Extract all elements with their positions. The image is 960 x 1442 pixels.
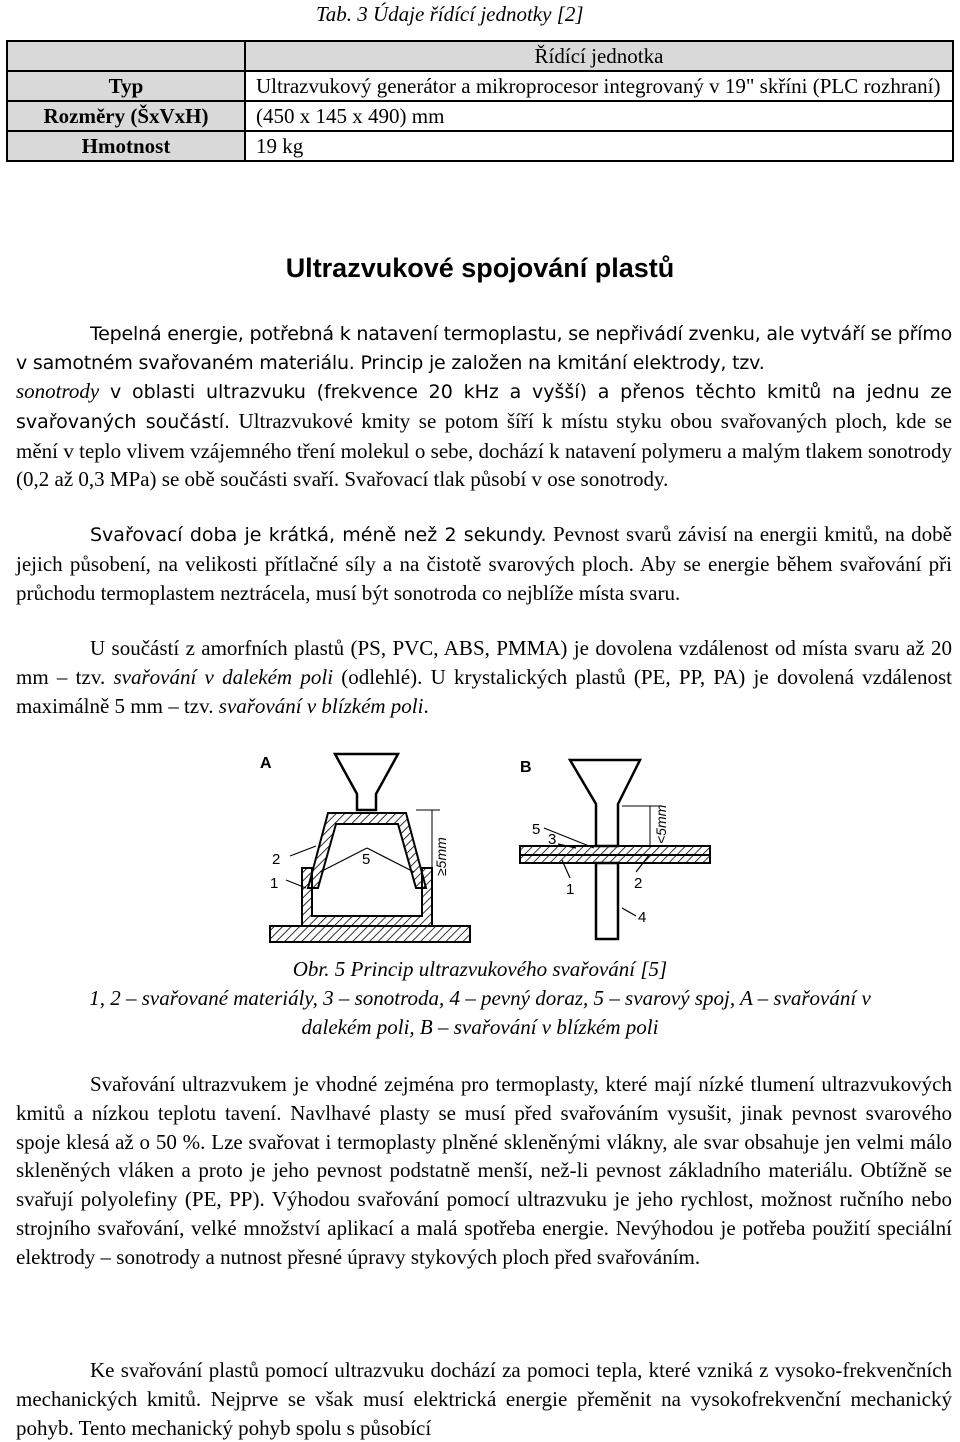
table-row [7,101,953,131]
num-1-b: 1 [566,881,575,898]
text-span: . [423,693,429,718]
figure-legend-line-2: dalekém poli, B – svařování v blízkém poli [301,1015,659,1039]
num-1-a: 1 [270,875,279,892]
term-near-field: svařování v blízkém poli [218,693,424,718]
sonotrode-a-shape [335,754,398,810]
leader-4-b [622,908,636,916]
row-label: Typ [7,71,245,101]
text-span: (odlehlé). U krystalických plastů (PE, PP, PA) je dovolená vzdálenost maximálně 5 mm – tzv. [16,664,952,718]
term-sonotrody: sonotrody [16,379,100,403]
leader-2-a [290,846,316,856]
text-span: v oblasti ultrazvuku (frekvence 20 kHz a vyšší) a přenos těchto kmitů na jednu ze svařovaných součástí. [16,381,952,433]
stop-b-shape [596,863,618,939]
paragraph-principle: Ke svařování plastů pomocí ultrazvuku dochází za pomoci tepla, které vzniká z vysoko-frekvenčních mechanických kmitů. Nejprve se však musí elektrická energie přeměnit na vysokofrekvenční mechanický pohyb. Tento mechanický pohyb spolu s působící [16,1358,952,1440]
num-4-b: 4 [638,909,647,926]
num-2-a: 2 [272,851,281,868]
table-header: Řídící jednotka [245,41,953,71]
table-row [7,131,953,161]
dim-a-label: ≥5mm [433,837,449,876]
label-a: A [260,755,272,772]
table-header-row [7,41,953,71]
paragraph-distance [16,634,952,720]
control-unit-table [6,40,954,162]
table-corner-cell [7,41,245,71]
paragraph-sonotrode [16,377,952,494]
num-5-a: 5 [362,851,371,868]
text-span: U součástí z amorfních plastů (PS, PVC, ABS, PMMA) je dovolena vzdálenost od místa svaru až 20 mm – tzv. [16,636,952,689]
paragraph-intro [16,320,952,378]
row-label: Rozměry (ŠxVxH) [7,101,245,131]
text-span: Ultrazvukové kmity se potom šíří k místu styku obou svařovaných ploch, kde se mění v teplo vlivem vzájemného tření molekul o sebe, dochází k natavení polymeru a malým tlakem sonotrody (0,2 až 0,3 MPa) se obě součásti svaří. Svařovací tlak působí v ose sonotrody. [16,408,953,492]
base-a-shape [270,926,470,942]
num-3-b: 3 [548,831,557,848]
num-2-b: 2 [634,875,643,892]
figure-b [520,759,710,939]
term-far-field: svařování v dalekém poli [113,664,334,689]
text-span: Svařovací doba je krátká, méně než 2 sekundy. [90,524,547,546]
row-label: Hmotnost [7,131,245,161]
dim-b-label: <5mm [653,804,669,844]
table-caption: Tab. 3 Údaje řídící jednotky [2] [316,2,584,26]
paragraph-suitability: Svařování ultrazvukem je vhodné zejména pro termoplasty, které mají nízké tlumení ultrazvukových kmitů a nízkou teplotu tavení. Navlhavé plasty se musí před svařováním vysušit, jinak pevnost svarového spoje klesá až o 50 %. Lze svařovat i termoplasty plněné skleněnými vlákny, ale svar obsahuje jen velmi málo skleněných vláken a proto je jeho pevnost podstatně menší, než-li pevnost základního materiálu. Obtížně se svařují polyolefiny (PE, PP). Výhodou svařování pomocí ultrazvuku je jeho rychlost, možnost ručního nebo strojního svařování, velké množství aplikací a malá spotřeba energie. Nevýhodou je potřeba použití speciální elektrody – sonotrody a nutnost přesné úpravy stykových ploch před svařováním. [16,1072,952,1269]
row-value: (450 x 145 x 490) mm [245,101,953,131]
row-value: Ultrazvukový generátor a mikroprocesor integrovaný v 19" skříni (PLC rozhraní) [245,71,953,101]
section-title: Ultrazvukové spojování plastů [285,253,675,283]
paragraph-duration [16,520,952,607]
num-5-b: 5 [532,821,541,838]
text-span: Tepelná energie, potřebná k natavení termoplastu, se nepřivádí zvenku, ale vytváří se přímo v samotném svařovaném materiálu. Princip je založen na kmitání elektrody, tzv. [16,323,952,374]
figure-caption: Obr. 5 Princip ultrazvukového svařování [5] [292,957,668,981]
text-span: Pevnost svarů závisí na energii kmitů, na době jejich působení, na velikosti přítlačné síly a na čistotě svarových ploch. Aby se energie během svařování při průchodu termoplastem neztrácela, musí být sonotroda co nejblíže místa svaru. [16,522,952,605]
figure-a [260,754,470,942]
figure-legend-line-1: 1, 2 – svařované materiály, 3 – sonotroda, 4 – pevný doraz, 5 – svarový spoj, A – svařování v [89,986,871,1010]
row-value: 19 kg [245,131,953,161]
sonotrode-b-shape [570,760,640,846]
label-b: B [520,759,532,776]
table-row [7,71,953,101]
welding-principle-figure [240,748,720,958]
